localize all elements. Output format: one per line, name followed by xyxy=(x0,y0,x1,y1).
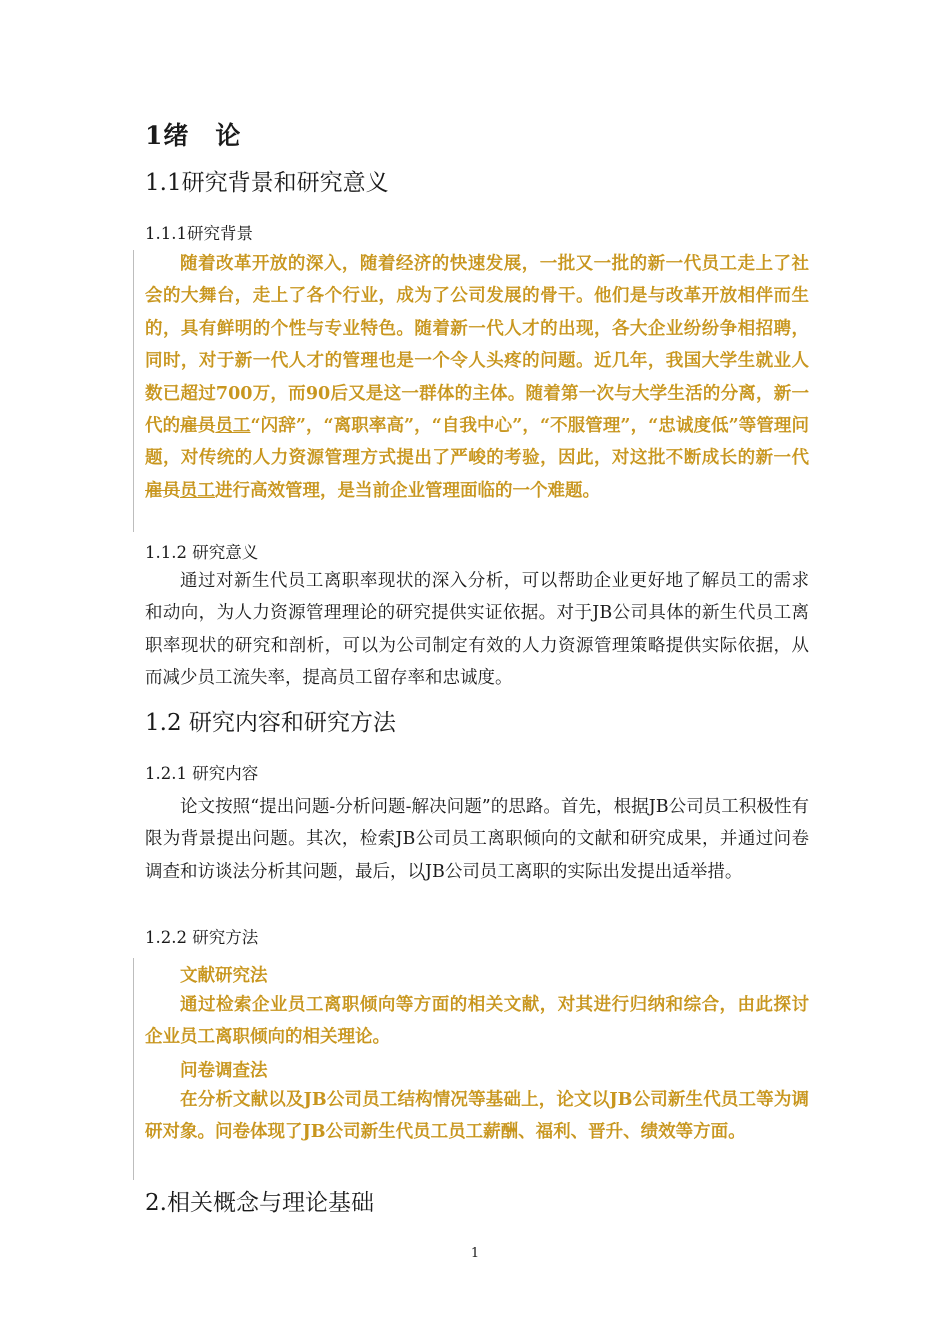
method-survey-title: 问卷调查法 xyxy=(180,1061,268,1081)
chapter-2-heading: 2.相关概念与理论基础 xyxy=(145,1190,374,1216)
background-text-2: “闪辞”，“离职率高”，“自我中心”，“不服管理”，“忠诚度低”等管理问题，对传统的人力资源管理方式提出了严峻的考验，因此，对这批不断成长的新一代 xyxy=(145,416,810,469)
method-literature-title: 文献研究法 xyxy=(180,966,268,986)
section-1-2-2-heading: 1.2.2 研究方法 xyxy=(145,928,259,947)
section-1-2-1-heading: 1.2.1 研究内容 xyxy=(145,764,259,783)
section-1-2-heading: 1.2 研究内容和研究方法 xyxy=(145,710,396,736)
deleted-text: 雇员 xyxy=(180,416,216,437)
section-1-1-1-heading: 1.1.1研究背景 xyxy=(145,224,253,243)
deleted-text: 雇员 xyxy=(145,480,180,501)
background-text-3: 进行高效管理，是当前企业管理面临的一个难题。 xyxy=(215,480,600,501)
section-1-1-heading: 1.1研究背景和研究意义 xyxy=(145,170,389,196)
section-1-1-2-heading: 1.1.2 研究意义 xyxy=(145,543,259,562)
chapter-1-heading: 1绪 论 xyxy=(145,121,242,150)
background-text-1: 随着改革开放的深入，随着经济的快速发展，一批又一批的新一代员工走上了社会的大舞台，走上了各个行业，成为了公司发展的骨干。他们是与改革开放相伴而生的，具有鲜明的个性与专业特色。随着新一代人才的出现，各大企业纷纷争相招聘，同时，对于新一代人才的管理也是一个令人头疼的问题。近几年，我国大学生就业人数已超过700万，而90后又是这一群体的主体。随着第一次与大学生活的分离，新一代的 xyxy=(145,254,809,437)
change-bar xyxy=(133,958,134,1180)
significance-paragraph: 通过对新生代员工离职率现状的深入分析，可以帮助企业更好地了解员工的需求和动向，为人力资源管理理论的研究提供实证依据。对于JB公司具体的新生代员工离职率现状的研究和剖析，可以为公司制定有效的人力资源管理策略提供实际依据，从而减少员工流失率，提高员工留存率和忠诚度。 xyxy=(145,571,809,689)
background-paragraph xyxy=(145,248,809,507)
change-bar xyxy=(133,250,134,532)
inserted-text: 员工 xyxy=(180,480,215,501)
method-survey-text: 在分析文献以及JB公司员工结构情况等基础上，论文以JB公司新生代员工等为调研对象。问卷体现了JB公司新生代员工员工薪酬、福利、晋升、绩效等方面。 xyxy=(145,1090,809,1143)
inserted-text: 员工 xyxy=(215,416,251,437)
content-paragraph: 论文按照“提出问题-分析问题-解决问题”的思路。首先，根据JB公司员工积极性有限为背景提出问题。其次，检索JB公司员工离职倾向的文献和研究成果，并通过问卷调查和访谈法分析其问题，最后，以JB公司员工离职的实际出发提出适举措。 xyxy=(145,797,809,882)
page-number: 1 xyxy=(470,1246,480,1261)
method-literature-text: 通过检索企业员工离职倾向等方面的相关文献，对其进行归纳和综合，由此探讨企业员工离职倾向的相关理论。 xyxy=(145,995,809,1048)
